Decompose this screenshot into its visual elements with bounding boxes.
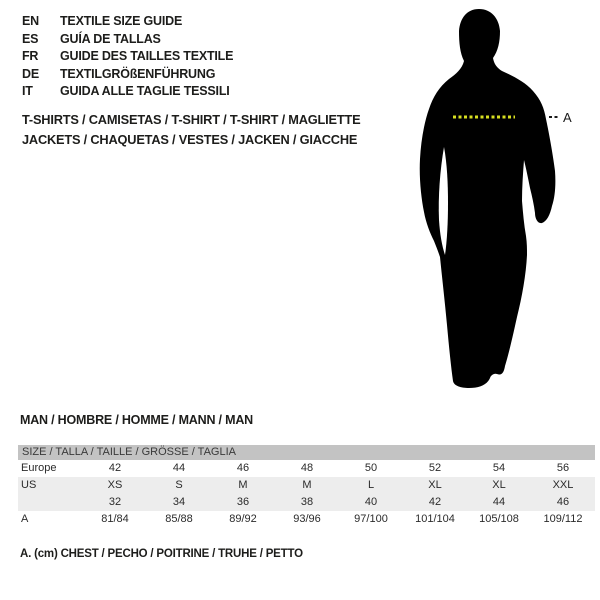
- size-value: 32: [108, 496, 122, 508]
- size-value: 85/88: [165, 513, 193, 525]
- language-code: IT: [22, 84, 33, 98]
- language-code: EN: [22, 14, 39, 28]
- size-value: 44: [492, 496, 506, 508]
- row-label: A: [21, 513, 29, 525]
- table-row-us-letter: [18, 477, 595, 494]
- table-row-europe: [18, 460, 595, 477]
- size-value: M: [238, 479, 248, 491]
- language-label: GUIDA ALLE TAGLIE TESSILI: [60, 84, 230, 98]
- size-value: M: [302, 479, 312, 491]
- table-row-chest-cm: [18, 511, 595, 528]
- size-value: 97/100: [354, 513, 388, 525]
- size-value: 42: [428, 496, 442, 508]
- size-value: XL: [492, 479, 506, 491]
- size-value: 105/108: [479, 513, 519, 525]
- size-value: 50: [364, 462, 378, 474]
- size-value: 52: [428, 462, 442, 474]
- size-value: S: [175, 479, 183, 491]
- table-row-us-numeric: [18, 494, 595, 511]
- size-value: 54: [492, 462, 506, 474]
- size-value: 34: [172, 496, 186, 508]
- size-value: 89/92: [229, 513, 257, 525]
- size-value: 38: [300, 496, 314, 508]
- size-value: 81/84: [101, 513, 129, 525]
- language-label: TEXTILGRÖßENFÜHRUNG: [60, 66, 216, 81]
- language-code: DE: [22, 66, 39, 81]
- section-heading-man: MAN / HOMBRE / HOMME / MANN / MAN: [20, 413, 253, 427]
- language-item-it: [22, 83, 233, 101]
- man-silhouette-figure: [403, 5, 575, 405]
- size-value: 46: [236, 462, 250, 474]
- size-value: 44: [172, 462, 186, 474]
- measure-label: A: [563, 110, 572, 125]
- language-code: ES: [22, 31, 39, 46]
- language-item-es: [22, 31, 233, 49]
- language-label: GUÍA DE TALLAS: [60, 31, 161, 46]
- size-value: L: [367, 479, 375, 491]
- row-label: [18, 494, 83, 511]
- size-table: [18, 445, 595, 528]
- size-value: XS: [107, 479, 123, 491]
- size-value: 93/96: [293, 513, 321, 525]
- language-list: [22, 13, 233, 101]
- size-value: 36: [236, 496, 250, 508]
- category-jackets: JACKETS / CHAQUETAS / VESTES / JACKEN / GIACCHE: [22, 132, 358, 147]
- language-item-en: [22, 13, 233, 31]
- language-item-de: [22, 66, 233, 84]
- size-value: 40: [364, 496, 378, 508]
- size-value: 46: [556, 496, 570, 508]
- measurement-footnote: A. (cm) CHEST / PECHO / POITRINE / TRUHE / PETTO: [20, 548, 303, 560]
- size-value: 109/112: [543, 513, 583, 525]
- language-code: FR: [22, 49, 39, 63]
- language-label: GUIDE DES TAILLES TEXTILE: [60, 49, 234, 63]
- language-label: TEXTILE SIZE GUIDE: [60, 14, 183, 28]
- size-value: XXL: [552, 479, 574, 491]
- size-value: XL: [428, 479, 442, 491]
- row-label: US: [21, 479, 37, 491]
- size-value: 56: [556, 462, 570, 474]
- category-tshirts: T-SHIRTS / CAMISETAS / T-SHIRT / T-SHIRT / MAGLIETTE: [22, 112, 361, 127]
- row-label: Europe: [21, 462, 57, 474]
- language-item-fr: [22, 48, 233, 66]
- size-value: 48: [300, 462, 314, 474]
- garment-category-list: [22, 110, 360, 150]
- size-value: 101/104: [415, 513, 455, 525]
- size-value: 42: [108, 462, 122, 474]
- size-table-header: SIZE / TALLA / TAILLE / GRÖSSE / TAGLIA: [18, 445, 595, 460]
